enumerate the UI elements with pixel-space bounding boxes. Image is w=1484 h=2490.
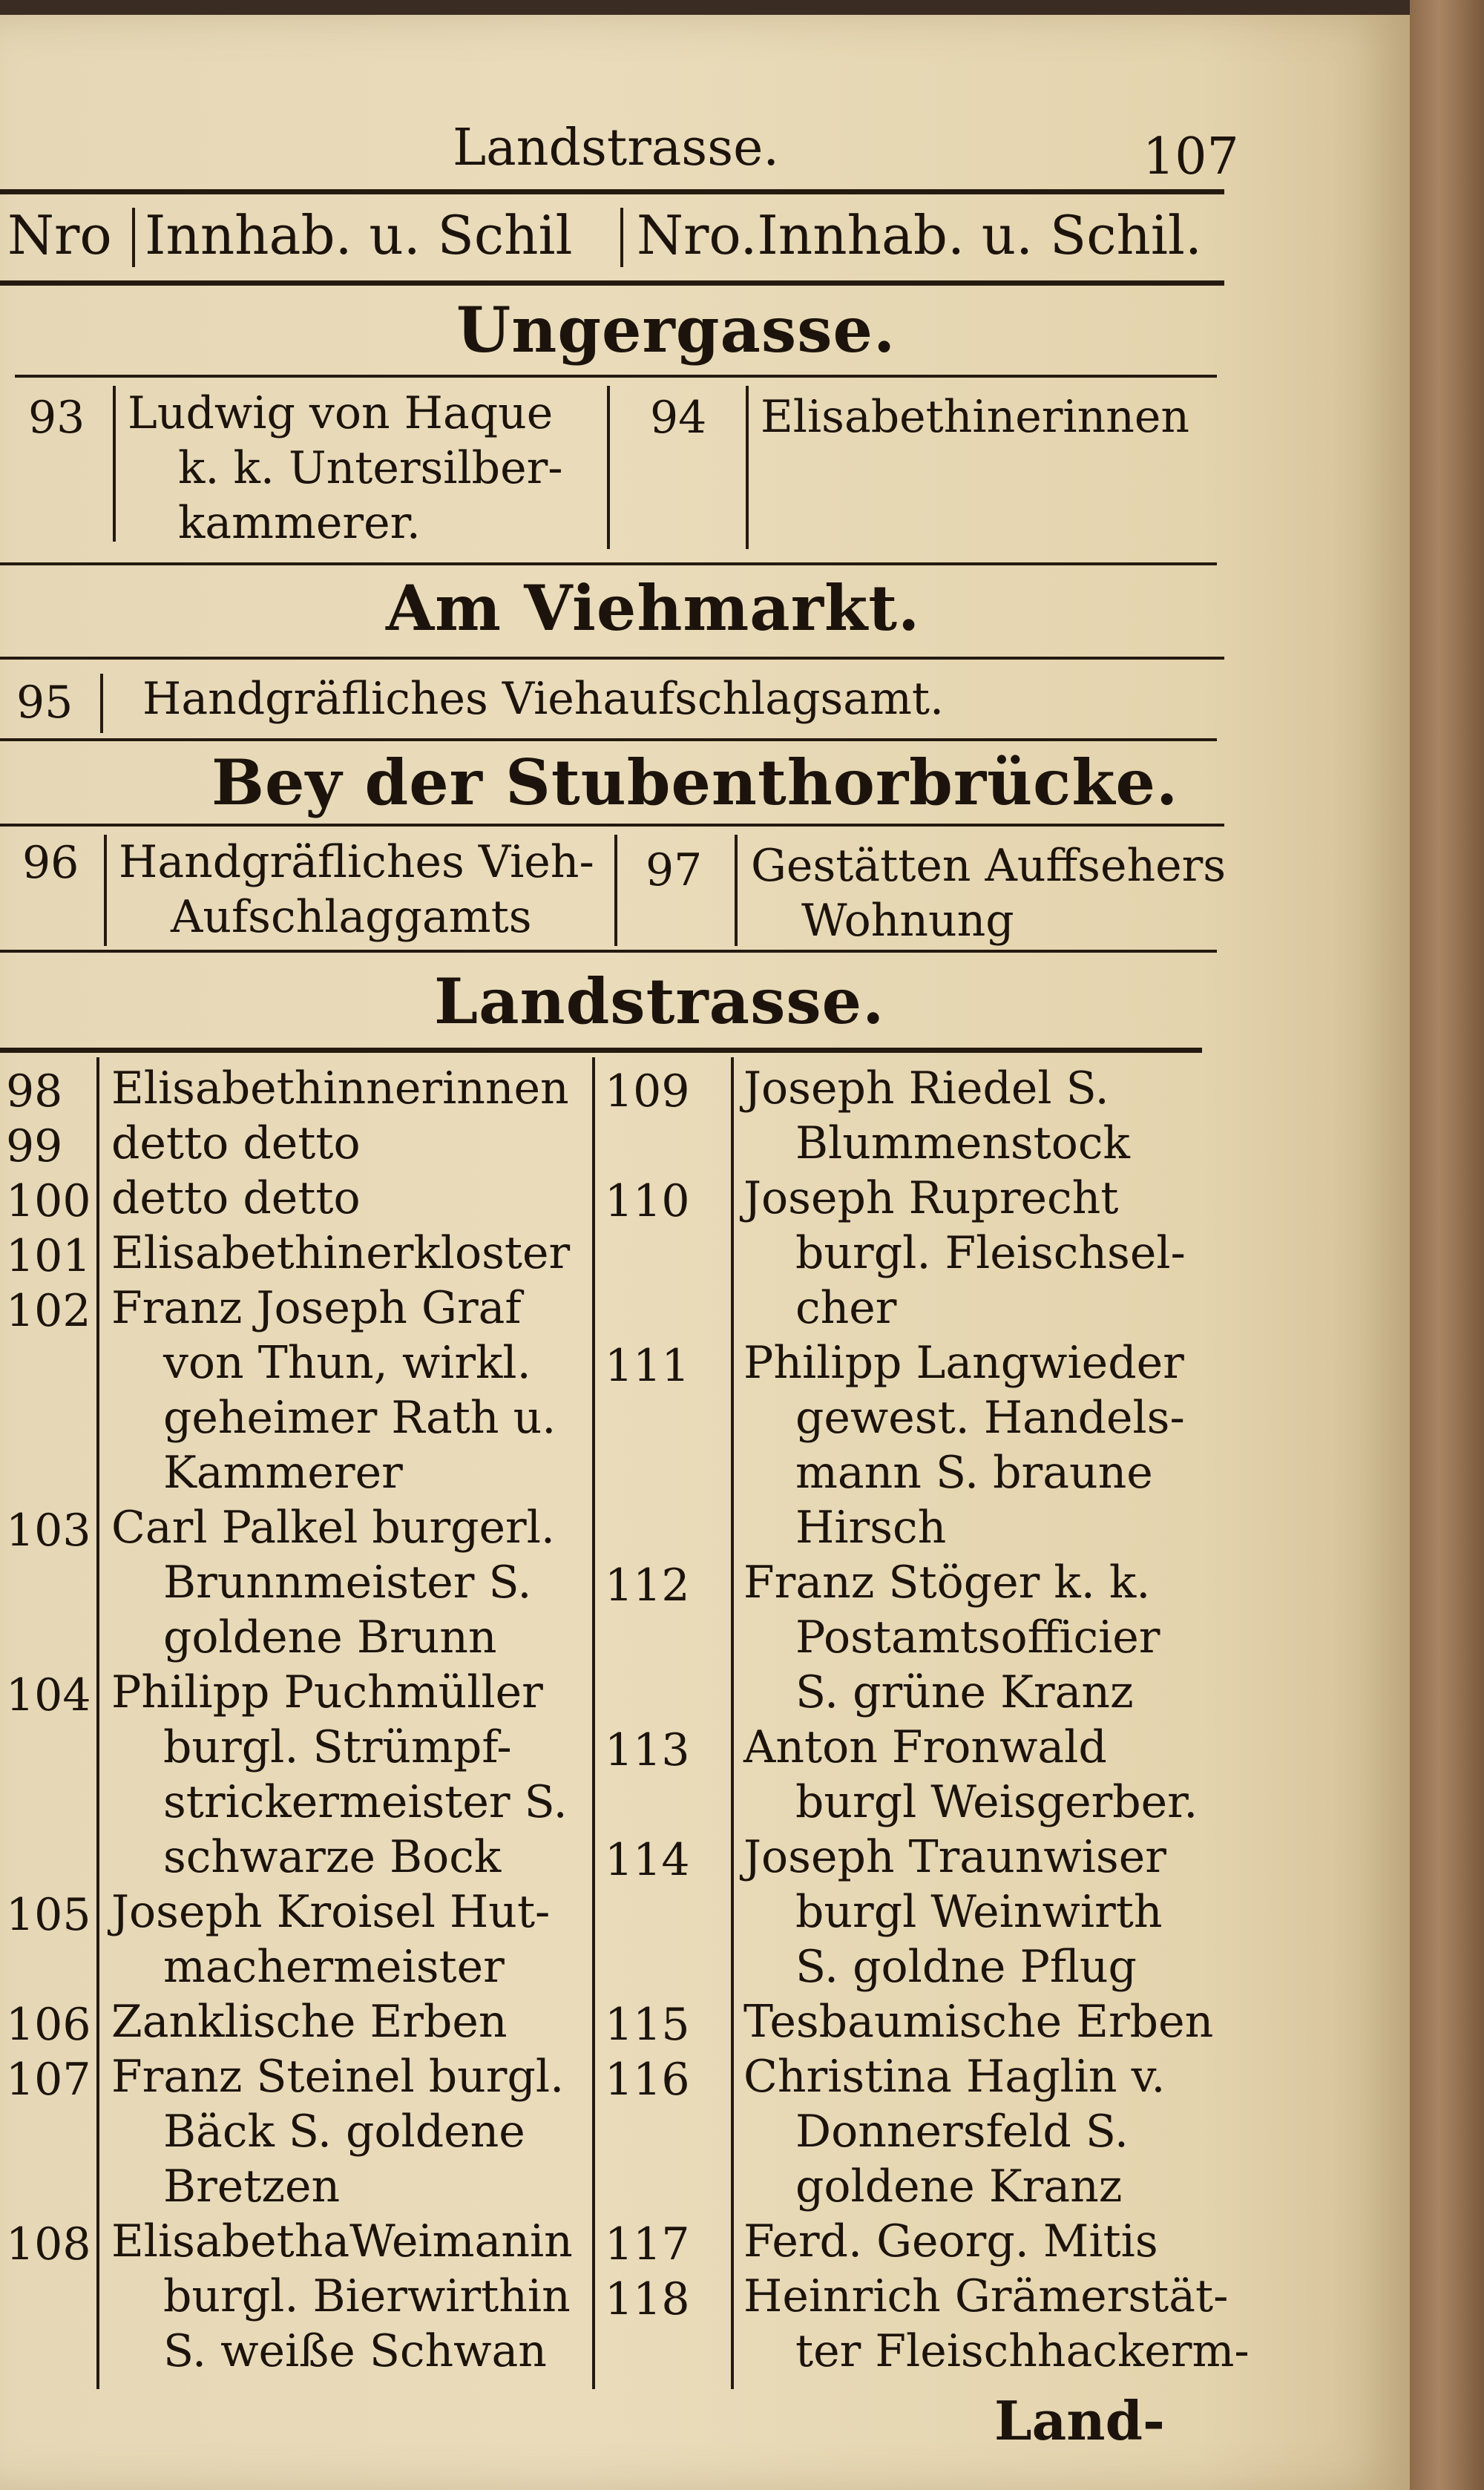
rule xyxy=(0,824,1224,827)
col-divider xyxy=(132,208,135,267)
house-number: 113 xyxy=(605,1724,690,1776)
owner-line: Zanklische Erben xyxy=(111,1996,508,2048)
house-number: 114 xyxy=(605,1834,690,1886)
owner-line: S. grüne Kranz xyxy=(795,1666,1134,1718)
owner-line: Blummenstock xyxy=(795,1117,1130,1169)
rule xyxy=(0,738,1217,741)
owner-line: Elisabethinerkloster xyxy=(111,1227,571,1279)
owner-line: Wohnung xyxy=(801,895,1014,947)
owner-line: detto detto xyxy=(111,1172,361,1224)
owner-line: Postamtsofficier xyxy=(795,1612,1160,1663)
house-number: 116 xyxy=(605,2054,690,2106)
owner-line: kammerer. xyxy=(178,497,421,549)
house-number: 105 xyxy=(6,1889,91,1941)
col-divider xyxy=(620,208,623,267)
col-divider xyxy=(614,835,617,946)
house-number: 96 xyxy=(22,837,79,889)
col-divider xyxy=(104,835,107,946)
owner-line: strickermeister S. xyxy=(163,1776,568,1828)
scan-top-edge xyxy=(0,0,1484,15)
owner-line: Heinrich Grämerstät- xyxy=(743,2270,1229,2322)
owner-line: S. goldne Pflug xyxy=(795,1941,1137,1993)
page-number: 107 xyxy=(1143,128,1239,186)
owner-line: Philipp Langwieder xyxy=(743,1337,1184,1389)
owner-line: schwarze Bock xyxy=(163,1831,502,1883)
owner-line: mann S. braune xyxy=(795,1447,1153,1499)
col-divider xyxy=(96,1057,99,2389)
owner-line: Joseph Traunwiser xyxy=(743,1831,1166,1883)
owner-line: machermeister xyxy=(163,1941,505,1993)
owner-line: burgl. Strümpf- xyxy=(163,1721,512,1773)
owner-line: Elisabethinerinnen xyxy=(761,391,1190,443)
col-owner-left: Innhab. u. Schil xyxy=(145,204,573,266)
col-header-right: Nro.Innhab. u. Schil. xyxy=(637,204,1202,266)
house-number: 110 xyxy=(605,1175,690,1227)
owner-line: Handgräfliches Viehaufschlagsamt. xyxy=(142,673,945,725)
owner-line: Hirsch xyxy=(795,1502,947,1554)
owner-line: Joseph Riedel S. xyxy=(743,1062,1109,1114)
owner-line: Ferd. Georg. Mitis xyxy=(743,2215,1158,2267)
house-number: 103 xyxy=(6,1505,91,1557)
col-divider xyxy=(731,1057,734,2389)
running-title: Landstrasse. xyxy=(453,119,779,177)
rule xyxy=(15,375,1217,378)
col-divider xyxy=(735,835,738,946)
house-number: 99 xyxy=(6,1120,63,1172)
rule xyxy=(0,1048,1202,1053)
col-divider xyxy=(592,1057,595,2389)
owner-line: Philipp Puchmüller xyxy=(111,1666,543,1718)
col-divider xyxy=(100,674,103,733)
house-number: 107 xyxy=(6,2054,91,2106)
owner-line: burgl Weisgerber. xyxy=(795,1776,1198,1828)
house-number: 106 xyxy=(6,1999,91,2051)
house-number: 108 xyxy=(6,2218,91,2270)
col-divider xyxy=(607,386,610,549)
owner-line: Joseph Ruprecht xyxy=(743,1172,1119,1224)
house-number: 98 xyxy=(6,1065,63,1117)
owner-line: Bretzen xyxy=(163,2161,341,2213)
owner-line: ter Fleischhackerm- xyxy=(795,2325,1250,2377)
owner-line: S. weiße Schwan xyxy=(163,2325,547,2377)
owner-line: Tesbaumische Erben xyxy=(743,1996,1214,2048)
col-nro-left: Nro xyxy=(7,204,112,266)
owner-line: goldene Brunn xyxy=(163,1612,497,1663)
owner-line: geheimer Rath u. xyxy=(163,1392,556,1444)
house-number: 111 xyxy=(605,1340,690,1392)
owner-line: Brunnmeister S. xyxy=(163,1557,532,1609)
owner-line: burgl. Bierwirthin xyxy=(163,2270,571,2322)
rule xyxy=(0,189,1224,194)
owner-line: gewest. Handels- xyxy=(795,1392,1185,1444)
owner-line: ElisabethaWeimanin xyxy=(111,2215,573,2267)
house-number: 102 xyxy=(6,1285,91,1337)
owner-line: Bäck S. goldene xyxy=(163,2106,525,2158)
owner-line: Franz Joseph Graf xyxy=(111,1282,522,1334)
house-number: 109 xyxy=(605,1065,690,1117)
owner-line: Carl Palkel burgerl. xyxy=(111,1502,555,1554)
section-title: Bey der Stubenthorbrücke. xyxy=(211,746,1179,819)
owner-line: Elisabethinnerinnen xyxy=(111,1062,569,1114)
house-number: 115 xyxy=(605,1999,690,2051)
rule xyxy=(0,950,1217,953)
col-divider xyxy=(113,386,116,542)
owner-line: Ludwig von Haque xyxy=(128,387,554,439)
house-number: 101 xyxy=(6,1230,91,1282)
owner-line: detto detto xyxy=(111,1117,361,1169)
owner-line: Handgräfliches Vieh- xyxy=(119,836,594,888)
owner-line: Aufschlaggamts xyxy=(171,891,532,943)
owner-line: Christina Haglin v. xyxy=(743,2051,1166,2103)
col-divider xyxy=(746,386,749,549)
owner-line: Gestätten Auffsehers xyxy=(751,840,1227,892)
rule xyxy=(0,657,1224,660)
owner-line: k. k. Untersilber- xyxy=(178,442,563,494)
owner-line: burgl Weinwirth xyxy=(795,1886,1163,1938)
rule xyxy=(0,562,1217,565)
owner-line: goldene Kranz xyxy=(795,2161,1123,2213)
owner-line: cher xyxy=(795,1282,897,1334)
house-number: 100 xyxy=(6,1175,91,1227)
owner-line: Donnersfeld S. xyxy=(795,2106,1129,2158)
owner-line: Anton Fronwald xyxy=(743,1721,1107,1773)
owner-line: Franz Stöger k. k. xyxy=(743,1557,1151,1609)
section-title: Am Viehmarkt. xyxy=(386,571,921,645)
owner-line: von Thun, wirkl. xyxy=(163,1337,531,1389)
owner-line: Franz Steinel burgl. xyxy=(111,2051,565,2103)
house-number: 94 xyxy=(650,392,707,444)
house-number: 95 xyxy=(16,677,73,729)
page-edge xyxy=(1410,0,1484,2490)
owner-line: Kammerer xyxy=(163,1447,403,1499)
rule xyxy=(0,280,1224,286)
owner-line: Joseph Kroisel Hut- xyxy=(111,1886,551,1938)
section-title: Ungergasse. xyxy=(456,293,896,367)
owner-line: burgl. Fleischsel- xyxy=(795,1227,1186,1279)
house-number: 93 xyxy=(28,392,85,444)
house-number: 112 xyxy=(605,1560,690,1612)
catchword: Land- xyxy=(994,2389,1165,2452)
house-number: 118 xyxy=(605,2273,690,2325)
house-number: 117 xyxy=(605,2218,690,2270)
house-number: 104 xyxy=(6,1669,91,1721)
house-number: 97 xyxy=(646,844,703,896)
section-title: Landstrasse. xyxy=(434,965,885,1038)
